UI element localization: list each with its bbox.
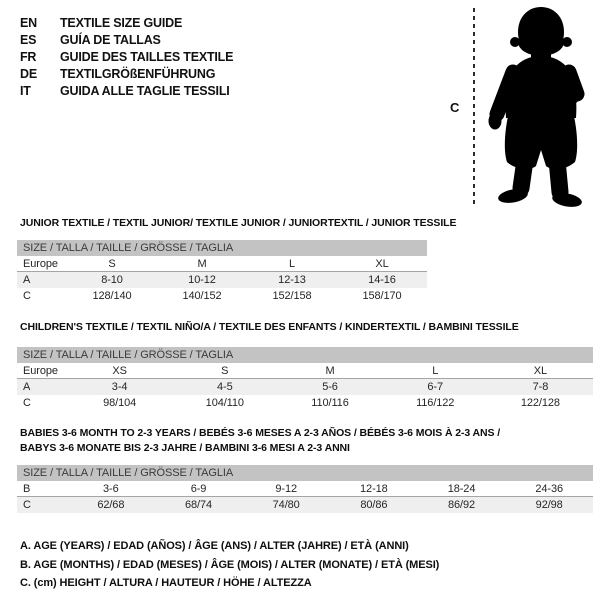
size-value-cell: XL bbox=[533, 365, 548, 377]
table-row bbox=[17, 288, 427, 304]
size-value-cell: 6-9 bbox=[190, 483, 207, 495]
size-value-cell: 3-6 bbox=[103, 483, 119, 495]
size-value-cell: 140/152 bbox=[182, 290, 222, 302]
height-measure-line bbox=[473, 8, 475, 206]
size-value-cell: 62/68 bbox=[97, 499, 125, 511]
language-title: TEXTILE SIZE GUIDE bbox=[60, 16, 183, 30]
size-value-cell: 24-36 bbox=[535, 483, 564, 495]
language-title: TEXTILGRÖßENFÜHRUNG bbox=[60, 67, 216, 81]
language-row bbox=[20, 49, 233, 66]
size-value-cell: 98/104 bbox=[103, 397, 137, 409]
language-title-list bbox=[20, 15, 233, 100]
table-title-line: CHILDREN'S TEXTILE / TEXTIL NIÑO/A / TEXTILE DES ENFANTS / KINDERTEXTIL / BAMBINI TESSILE bbox=[20, 321, 519, 333]
junior-size-table bbox=[17, 240, 427, 304]
size-value-cell: XL bbox=[375, 258, 389, 270]
row-label: A bbox=[23, 381, 31, 393]
language-row bbox=[20, 66, 233, 83]
language-code: EN bbox=[20, 16, 37, 30]
size-value-cell: 92/98 bbox=[535, 499, 563, 511]
size-value-cell: S bbox=[108, 258, 116, 270]
size-value-cell: 68/74 bbox=[184, 499, 213, 511]
table-title-line: BABYS 3-6 MONATE BIS 2-3 JAHRE / BAMBINI 3-6 MESI A 2-3 ANNI bbox=[20, 442, 350, 454]
size-value-cell: S bbox=[221, 365, 229, 377]
language-code: ES bbox=[20, 33, 37, 47]
row-label: A bbox=[23, 274, 31, 286]
size-header-bar: SIZE / TALLA / TAILLE / GRÖSSE / TAGLIA bbox=[17, 465, 593, 481]
babies-size-table bbox=[17, 465, 593, 513]
footnote-age-years: A. AGE (YEARS) / EDAD (AÑOS) / ÂGE (ANS) / ALTER (JAHRE) / ETÀ (ANNI) bbox=[20, 540, 409, 552]
size-value-cell: 104/110 bbox=[205, 397, 244, 409]
size-value-cell: 122/128 bbox=[520, 397, 560, 409]
size-value-cell: 9-12 bbox=[275, 483, 297, 495]
baby-silhouette-icon bbox=[484, 4, 599, 210]
size-value-cell: L bbox=[288, 258, 296, 270]
row-label: B bbox=[23, 483, 31, 495]
size-value-cell: 8-10 bbox=[101, 274, 123, 286]
size-value-cell: 18-24 bbox=[447, 483, 476, 495]
row-label: C bbox=[23, 397, 31, 409]
size-value-cell: 3-4 bbox=[111, 381, 128, 393]
footnote-height-cm: C. (cm) HEIGHT / ALTURA / HAUTEUR / HÖHE / ALTEZZA bbox=[20, 577, 312, 589]
language-code: IT bbox=[20, 84, 31, 98]
height-measure-label: C bbox=[450, 100, 460, 115]
size-value-cell: 152/158 bbox=[272, 290, 312, 302]
language-row bbox=[20, 83, 233, 100]
table-row bbox=[17, 497, 593, 513]
size-value-cell: 5-6 bbox=[322, 381, 338, 393]
size-value-cell: 110/116 bbox=[311, 397, 349, 409]
size-value-cell: 86/92 bbox=[448, 499, 476, 511]
table-row bbox=[17, 395, 593, 411]
children-table-title bbox=[20, 320, 519, 335]
language-title: GUIDA ALLE TAGLIE TESSILI bbox=[60, 84, 230, 98]
language-title: GUIDE DES TAILLES TEXTILE bbox=[60, 50, 234, 64]
footnote-legend bbox=[20, 537, 439, 593]
size-value-cell: 4-5 bbox=[217, 381, 233, 393]
table-row bbox=[17, 272, 427, 288]
size-value-cell: 12-13 bbox=[278, 274, 306, 286]
size-value-cell: 74/80 bbox=[272, 499, 300, 511]
babies-table-title bbox=[20, 426, 500, 456]
language-code: DE bbox=[20, 67, 37, 81]
size-value-cell: 80/86 bbox=[360, 499, 388, 511]
size-header-bar: SIZE / TALLA / TAILLE / GRÖSSE / TAGLIA bbox=[17, 347, 593, 363]
row-label: C bbox=[23, 499, 31, 511]
table-row bbox=[17, 363, 593, 379]
size-value-cell: L bbox=[432, 365, 439, 377]
size-value-cell: 7-8 bbox=[532, 381, 549, 393]
table-row bbox=[17, 481, 593, 497]
size-value-cell: 128/140 bbox=[92, 290, 132, 302]
size-value-cell: M bbox=[197, 258, 207, 270]
children-size-table bbox=[17, 347, 593, 411]
size-header-bar: SIZE / TALLA / TAILLE / GRÖSSE / TAGLIA bbox=[17, 240, 427, 256]
language-code: FR bbox=[20, 50, 37, 64]
table-title-line: JUNIOR TEXTILE / TEXTIL JUNIOR/ TEXTILE JUNIOR / JUNIORTEXTIL / JUNIOR TESSILE bbox=[20, 217, 457, 229]
table-title-line: BABIES 3-6 MONTH TO 2-3 YEARS / BEBÉS 3-6 MESES A 2-3 AÑOS / BÉBÉS 3-6 MOIS À 2-3 ANS / bbox=[20, 427, 501, 439]
footnote-age-months: B. AGE (MONTHS) / EDAD (MESES) / ÂGE (MOIS) / ALTER (MONATE) / ETÀ (MESI) bbox=[20, 558, 440, 571]
size-value-cell: XS bbox=[112, 365, 127, 377]
language-row bbox=[20, 15, 233, 32]
size-value-cell: 158/170 bbox=[362, 290, 402, 302]
size-value-cell: 6-7 bbox=[427, 381, 444, 393]
table-row bbox=[17, 379, 593, 395]
size-value-cell: 116/122 bbox=[416, 397, 455, 409]
row-label: Europe bbox=[23, 365, 58, 377]
size-value-cell: 10-12 bbox=[188, 274, 216, 286]
size-value-cell: 12-18 bbox=[360, 483, 388, 495]
junior-table-title bbox=[20, 216, 456, 231]
row-label: C bbox=[23, 290, 31, 302]
size-value-cell: M bbox=[325, 365, 335, 377]
language-title: GUÍA DE TALLAS bbox=[60, 33, 161, 47]
row-label: Europe bbox=[23, 258, 58, 270]
table-row bbox=[17, 256, 427, 272]
size-value-cell: 14-16 bbox=[368, 274, 396, 286]
language-row bbox=[20, 32, 233, 49]
